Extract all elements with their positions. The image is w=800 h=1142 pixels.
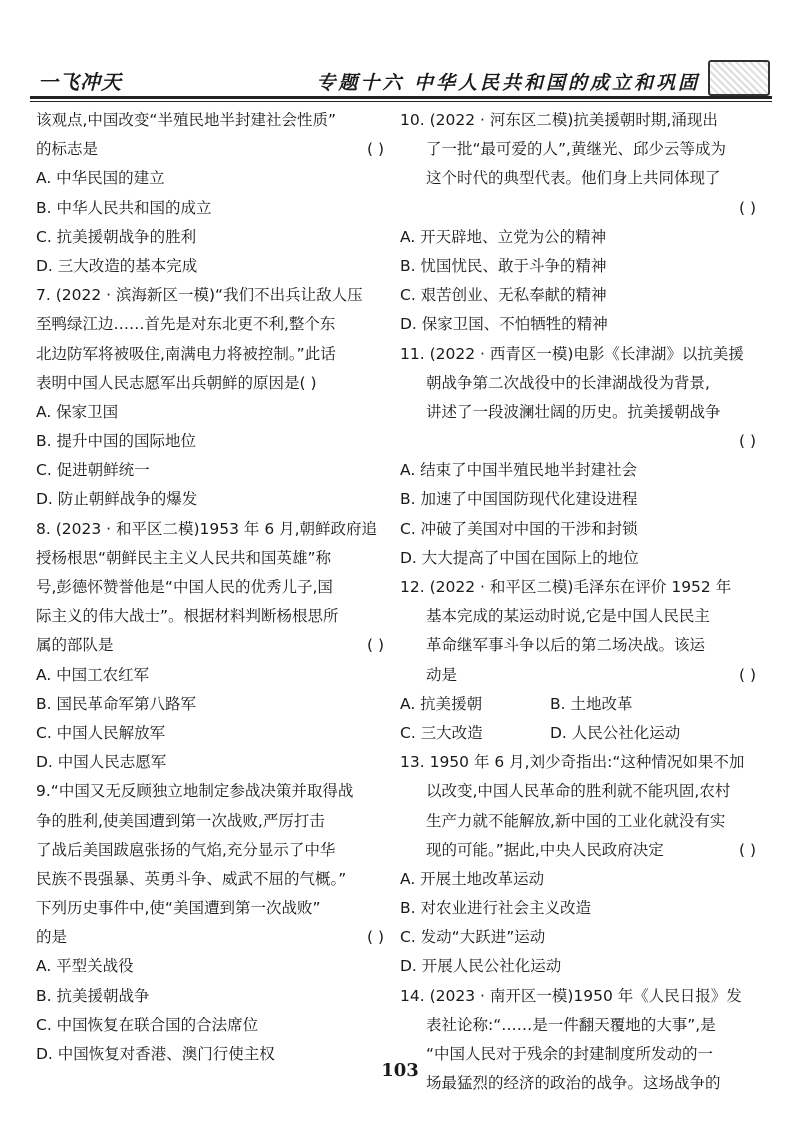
question-stem	[400, 982, 760, 1011]
text-line	[400, 135, 760, 164]
option-line	[400, 952, 760, 981]
line-text: 下列历史事件中,使“美国遭到第一次战败”	[36, 899, 321, 918]
line-text: 号,彭德怀赞誉他是“中国人民的优秀儿子,国	[36, 578, 333, 596]
line-text: A. 中国工农红军	[36, 665, 150, 684]
text-line	[400, 194, 760, 223]
line-text: 的标志是	[36, 140, 99, 159]
text-line	[36, 369, 388, 398]
line-text: 9.“中国又无反顾独立地制定参战决策并取得战	[36, 782, 354, 801]
option-line	[400, 719, 760, 748]
line-text: C. 冲破了美国对中国的干涉和封锁	[400, 519, 638, 538]
option-line	[36, 223, 388, 252]
option-line	[400, 894, 760, 923]
text-line	[400, 807, 760, 836]
line-text: 表社论称:“……是一件翻天覆地的大事”,是	[426, 1015, 716, 1034]
answer-bracket[interactable]: ( )	[366, 636, 384, 655]
line-text: 属的部队是	[36, 636, 114, 655]
option-line	[36, 252, 388, 281]
line-text: C. 中国人民解放军	[36, 723, 166, 742]
answer-bracket[interactable]: ( )	[738, 198, 756, 217]
text-line	[36, 135, 388, 164]
answer-bracket[interactable]: ( )	[738, 840, 756, 859]
text-line	[400, 661, 760, 690]
topic-title: 专题十六 中华人民共和国的成立和巩固	[316, 72, 700, 94]
line-text: 表明中国人民志愿军出兵朝鲜的原因是( )	[36, 373, 317, 392]
line-text: 革命继军事斗争以后的第二场决战。该运	[426, 636, 706, 655]
option-line	[36, 661, 388, 690]
option-line	[36, 748, 388, 777]
text-line	[36, 573, 388, 602]
text-line	[400, 836, 760, 865]
header-rule	[30, 96, 772, 99]
text-line	[36, 106, 388, 135]
line-text: C. 中国恢复在联合国的合法席位	[36, 1015, 259, 1034]
line-text: 基本完成的某运动时说,它是中国人民民主	[426, 607, 710, 626]
option-line	[36, 456, 388, 485]
text-line	[36, 807, 388, 836]
line-text: 12. (2022 · 和平区二模)毛泽东在评价 1952 年	[400, 578, 732, 596]
option-line	[36, 194, 388, 223]
text-line	[36, 923, 388, 952]
option-line	[400, 485, 760, 514]
line-text: 14. (2023 · 南开区一模)1950 年《人民日报》发	[400, 986, 742, 1005]
line-text: A. 中华民国的建立	[36, 169, 165, 188]
line-text: 以改变,中国人民革命的胜利就不能巩固,农村	[426, 782, 731, 801]
line-text: 的是	[36, 928, 68, 947]
option-line	[400, 281, 760, 310]
line-text: C. 促进朝鲜统一	[36, 461, 150, 480]
line-text: 场最猛烈的经济的政治的战争。这场战争的	[426, 1074, 721, 1093]
option-line	[36, 952, 388, 981]
option-text: D. 人民公社化运动	[550, 723, 681, 742]
line-text: 7. (2022 · 滨海新区一模)“我们不出兵让敌人压	[36, 286, 363, 305]
line-text: B. 提升中国的国际地位	[36, 432, 196, 451]
line-text: B. 忧国忧民、敢于斗争的精神	[400, 256, 607, 275]
option-line	[400, 923, 760, 952]
header-rule-thin	[30, 101, 772, 102]
option-line	[36, 1011, 388, 1040]
text-line	[400, 631, 760, 660]
option-line	[36, 690, 388, 719]
option-line	[400, 544, 760, 573]
line-text: B. 对农业进行社会主义改造	[400, 899, 591, 918]
option-line	[400, 223, 760, 252]
option-line	[36, 485, 388, 514]
text-line	[400, 777, 760, 806]
line-text: A. 开天辟地、立党为公的精神	[400, 227, 607, 246]
text-line	[36, 544, 388, 573]
text-line	[36, 602, 388, 631]
question-stem	[400, 340, 760, 369]
question-stem	[400, 748, 760, 777]
line-text: D. 中国恢复对香港、澳门行使主权	[36, 1045, 275, 1063]
line-text: B. 国民革命军第八路军	[36, 694, 196, 713]
line-text: 际主义的伟大战士”。根据材料判断杨根思所	[36, 607, 339, 626]
answer-bracket[interactable]: ( )	[738, 665, 756, 684]
series-brand: 一飞冲天	[38, 70, 122, 94]
line-text: “中国人民对于残余的封建制度所发动的一	[426, 1045, 714, 1063]
option-text: A. 抗美援朝	[400, 694, 483, 713]
left-column	[36, 106, 388, 1069]
line-text: B. 抗美援朝战争	[36, 986, 150, 1005]
text-line	[400, 602, 760, 631]
option-line	[36, 427, 388, 456]
line-text: 讲述了一段波澜壮阔的历史。抗美援朝战争	[426, 402, 721, 421]
option-line	[400, 865, 760, 894]
line-text: 11. (2022 · 西青区一模)电影《长津湖》以抗美援	[400, 344, 744, 363]
line-text: 生产力就不能解放,新中国的工业化就没有实	[426, 811, 726, 830]
line-text: 民族不畏强暴、英勇斗争、威武不屈的气概。”	[36, 869, 347, 888]
text-line	[36, 631, 388, 660]
line-text: D. 开展人民公社化运动	[400, 957, 562, 976]
line-text: 该观点,中国改变“半殖民地半封建社会性质”	[36, 111, 336, 129]
line-text: 北边防军将被吸住,南满电力将被控制。”此话	[36, 344, 336, 363]
line-text: 朝战争第二次战役中的长津湖战役为背景,	[426, 373, 710, 392]
line-text: A. 结束了中国半殖民地半封建社会	[400, 461, 638, 480]
line-text: A. 开展土地改革运动	[400, 869, 545, 888]
answer-bracket[interactable]: ( )	[366, 928, 384, 947]
answer-bracket[interactable]: ( )	[366, 140, 384, 159]
line-text: 了一批“最可爱的人”,黄继光、邱少云等成为	[426, 140, 726, 159]
option-line	[400, 456, 760, 485]
text-line	[36, 894, 388, 923]
line-text: 这个时代的典型代表。他们身上共同体现了	[426, 169, 721, 188]
line-text: D. 三大改造的基本完成	[36, 256, 198, 275]
text-line	[400, 398, 760, 427]
line-text: D. 保家卫国、不怕牺牲的精神	[400, 315, 608, 334]
line-text: 授杨根思“朝鲜民主主义人民共和国英雄”称	[36, 548, 332, 567]
question-stem	[400, 573, 760, 602]
line-text: 现的可能。”据此,中央人民政府决定	[426, 840, 664, 859]
option-text: B. 土地改革	[550, 694, 633, 713]
page-number: 103	[381, 1060, 419, 1081]
question-stem	[36, 777, 388, 806]
option-line	[36, 164, 388, 193]
option-line	[400, 310, 760, 339]
line-text: 动是	[426, 665, 458, 684]
option-line	[36, 982, 388, 1011]
line-text: D. 中国人民志愿军	[36, 753, 167, 772]
option-line	[400, 690, 760, 719]
text-line	[36, 340, 388, 369]
right-column	[400, 106, 760, 1098]
page-header	[30, 60, 772, 100]
text-line	[36, 310, 388, 339]
line-text: D. 大大提高了中国在国际上的地位	[400, 548, 639, 567]
text-line	[400, 427, 760, 456]
line-text: C. 发动“大跃进”运动	[400, 928, 546, 947]
text-line	[400, 369, 760, 398]
option-line	[36, 398, 388, 427]
line-text: A. 平型关战役	[36, 957, 134, 976]
answer-bracket[interactable]: ( )	[738, 432, 756, 451]
line-text: 至鸭绿江边……首先是对东北更不利,整个东	[36, 315, 336, 334]
text-line	[400, 164, 760, 193]
option-line	[36, 719, 388, 748]
option-line	[400, 252, 760, 281]
line-text: 争的胜利,使美国遭到第一次战败,严厉打击	[36, 811, 325, 830]
line-text: B. 中华人民共和国的成立	[36, 198, 212, 217]
option-line	[400, 515, 760, 544]
text-line	[400, 1011, 760, 1040]
question-stem	[36, 515, 388, 544]
question-stem	[400, 106, 760, 135]
line-text: 10. (2022 · 河东区二模)抗美援朝时期,涌现出	[400, 111, 718, 129]
line-text: B. 加速了中国国防现代化建设进程	[400, 490, 638, 509]
line-text: C. 抗美援朝战争的胜利	[36, 227, 197, 246]
line-text: 13. 1950 年 6 月,刘少奇指出:“这种情况如果不加	[400, 753, 745, 772]
line-text: A. 保家卫国	[36, 402, 119, 421]
text-line	[36, 865, 388, 894]
text-line	[36, 836, 388, 865]
line-text: 了战后美国跋扈张扬的气焰,充分显示了中华	[36, 840, 336, 859]
corner-decoration-icon	[708, 60, 770, 96]
question-stem	[36, 281, 388, 310]
option-text: C. 三大改造	[400, 723, 483, 742]
line-text: D. 防止朝鲜战争的爆发	[36, 490, 198, 509]
line-text: C. 艰苦创业、无私奉献的精神	[400, 286, 607, 305]
line-text: 8. (2023 · 和平区二模)1953 年 6 月,朝鲜政府追	[36, 519, 378, 538]
